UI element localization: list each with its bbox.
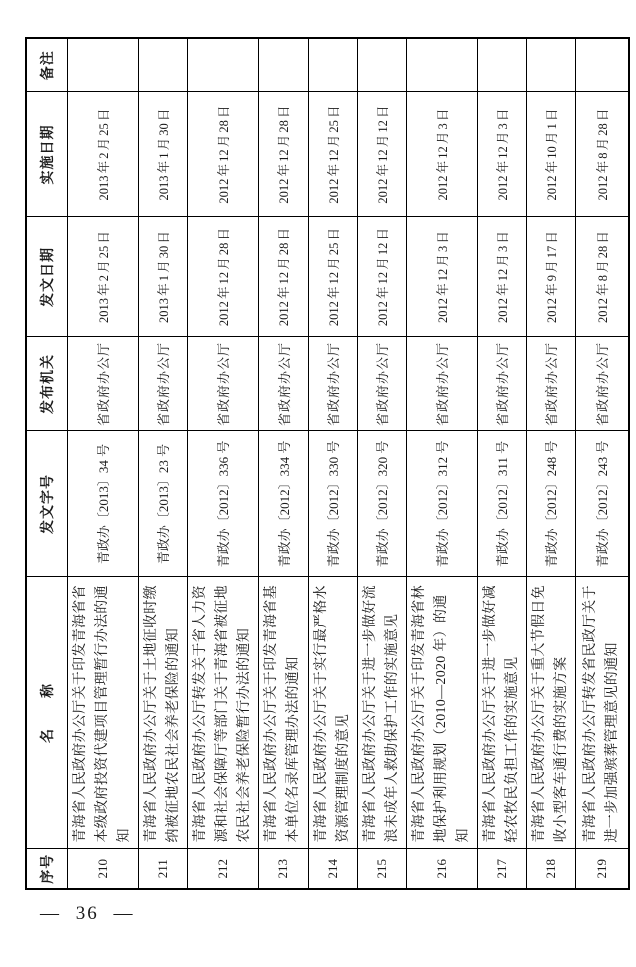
cell-agency: 省政府办公厅 xyxy=(526,337,575,431)
cell-issue-date: 2012 年 12 月 3 日 xyxy=(406,217,477,337)
cell-effect-date: 2013 年 1 月 30 日 xyxy=(138,92,187,217)
page-number: — 36 — xyxy=(40,903,135,924)
regulations-table xyxy=(25,37,630,890)
header-effect-date: 实施日期 xyxy=(26,92,67,217)
cell-name: 青海省人民政府办公厅关于进一步做好流浪未成年人救助保护工作的实施意见 xyxy=(357,577,406,849)
cell-doc-no: 青政办〔2012〕336 号 xyxy=(187,431,258,577)
cell-issue-date: 2012 年 12 月 12 日 xyxy=(357,217,406,337)
cell-remark xyxy=(138,38,187,92)
cell-doc-no: 青政办〔2012〕243 号 xyxy=(575,431,629,577)
table-row xyxy=(357,38,406,889)
cell-doc-no: 青政办〔2012〕330 号 xyxy=(308,431,357,577)
table-row xyxy=(258,38,308,889)
table-row xyxy=(308,38,357,889)
cell-doc-no: 青政办〔2013〕23 号 xyxy=(138,431,187,577)
cell-effect-date: 2012 年 12 月 3 日 xyxy=(477,92,526,217)
header-name: 名 称 xyxy=(26,577,67,849)
cell-remark xyxy=(187,38,258,92)
cell-effect-date: 2012 年 12 月 12 日 xyxy=(357,92,406,217)
cell-seq: 210 xyxy=(67,849,138,889)
cell-effect-date: 2012 年 12 月 3 日 xyxy=(406,92,477,217)
cell-name: 青海省人民政府办公厅关于印发青海省基本单位名录库管理办法的通知 xyxy=(258,577,308,849)
cell-remark xyxy=(575,38,629,92)
cell-issue-date: 2013 年 1 月 30 日 xyxy=(138,217,187,337)
cell-seq: 211 xyxy=(138,849,187,889)
table-row xyxy=(477,38,526,889)
cell-issue-date: 2012 年 12 月 28 日 xyxy=(258,217,308,337)
header-agency: 发布机关 xyxy=(26,337,67,431)
cell-doc-no: 青政办〔2012〕312 号 xyxy=(406,431,477,577)
cell-effect-date: 2012 年 12 月 28 日 xyxy=(187,92,258,217)
cell-issue-date: 2012 年 9 月 17 日 xyxy=(526,217,575,337)
cell-agency: 省政府办公厅 xyxy=(357,337,406,431)
cell-remark xyxy=(526,38,575,92)
table-row xyxy=(187,38,258,889)
cell-name: 青海省人民政府办公厅转发关于省人力资源和社会保障厅等部门关于青海省被征地农民社会养老保险暂行办法的通知 xyxy=(187,577,258,849)
cell-issue-date: 2013 年 2 月 25 日 xyxy=(67,217,138,337)
cell-agency: 省政府办公厅 xyxy=(477,337,526,431)
cell-agency: 省政府办公厅 xyxy=(258,337,308,431)
cell-doc-no: 青政办〔2012〕248 号 xyxy=(526,431,575,577)
cell-name: 青海省人民政府办公厅关于实行最严格水资源管理制度的意见 xyxy=(308,577,357,849)
cell-doc-no: 青政办〔2013〕34 号 xyxy=(67,431,138,577)
cell-remark xyxy=(67,38,138,92)
cell-issue-date: 2012 年 12 月 28 日 xyxy=(187,217,258,337)
cell-remark xyxy=(308,38,357,92)
cell-issue-date: 2012 年 12 月 3 日 xyxy=(477,217,526,337)
cell-name: 青海省人民政府办公厅转发省民政厅关于进一步加强殡葬管理意见的通知 xyxy=(575,577,629,849)
cell-name: 青海省人民政府办公厅关于进一步做好减轻农牧民负担工作的实施意见 xyxy=(477,577,526,849)
table-row xyxy=(526,38,575,889)
cell-remark xyxy=(406,38,477,92)
cell-doc-no: 青政办〔2012〕334 号 xyxy=(258,431,308,577)
cell-issue-date: 2012 年 12 月 25 日 xyxy=(308,217,357,337)
cell-effect-date: 2012 年 12 月 25 日 xyxy=(308,92,357,217)
table-row xyxy=(575,38,629,889)
cell-name: 青海省人民政府办公厅关于印发青海省省本级政府投资代建项目管理暂行办法的通知 xyxy=(67,577,138,849)
cell-issue-date: 2012 年 8 月 28 日 xyxy=(575,217,629,337)
cell-agency: 省政府办公厅 xyxy=(406,337,477,431)
table-row xyxy=(138,38,187,889)
cell-seq: 214 xyxy=(308,849,357,889)
cell-seq: 217 xyxy=(477,849,526,889)
cell-agency: 省政府办公厅 xyxy=(67,337,138,431)
header-seq: 序号 xyxy=(26,849,67,889)
cell-remark xyxy=(477,38,526,92)
cell-doc-no: 青政办〔2012〕311 号 xyxy=(477,431,526,577)
rotated-table-container xyxy=(25,39,620,890)
table-row xyxy=(67,38,138,889)
cell-agency: 省政府办公厅 xyxy=(575,337,629,431)
header-row xyxy=(26,38,67,889)
cell-seq: 218 xyxy=(526,849,575,889)
cell-agency: 省政府办公厅 xyxy=(138,337,187,431)
cell-name: 青海省人民政府办公厅关于印发青海省林地保护利用规划（2010—2020 年）的通知 xyxy=(406,577,477,849)
cell-seq: 219 xyxy=(575,849,629,889)
cell-agency: 省政府办公厅 xyxy=(308,337,357,431)
cell-seq: 213 xyxy=(258,849,308,889)
cell-doc-no: 青政办〔2012〕320 号 xyxy=(357,431,406,577)
header-issue-date: 发文日期 xyxy=(26,217,67,337)
cell-effect-date: 2012 年 10 月 1 日 xyxy=(526,92,575,217)
cell-remark xyxy=(258,38,308,92)
header-remark: 备注 xyxy=(26,38,67,92)
cell-effect-date: 2013 年 2 月 25 日 xyxy=(67,92,138,217)
cell-seq: 216 xyxy=(406,849,477,889)
cell-seq: 215 xyxy=(357,849,406,889)
cell-name: 青海省人民政府办公厅关于重大节假日免收小型客车通行费的实施方案 xyxy=(526,577,575,849)
cell-effect-date: 2012 年 12 月 28 日 xyxy=(258,92,308,217)
cell-seq: 212 xyxy=(187,849,258,889)
cell-agency: 省政府办公厅 xyxy=(187,337,258,431)
header-doc-no: 发文字号 xyxy=(26,431,67,577)
cell-effect-date: 2012 年 8 月 28 日 xyxy=(575,92,629,217)
cell-name: 青海省人民政府办公厅关于土地征收时缴纳被征地农民社会养老保险的通知 xyxy=(138,577,187,849)
table-row xyxy=(406,38,477,889)
cell-remark xyxy=(357,38,406,92)
